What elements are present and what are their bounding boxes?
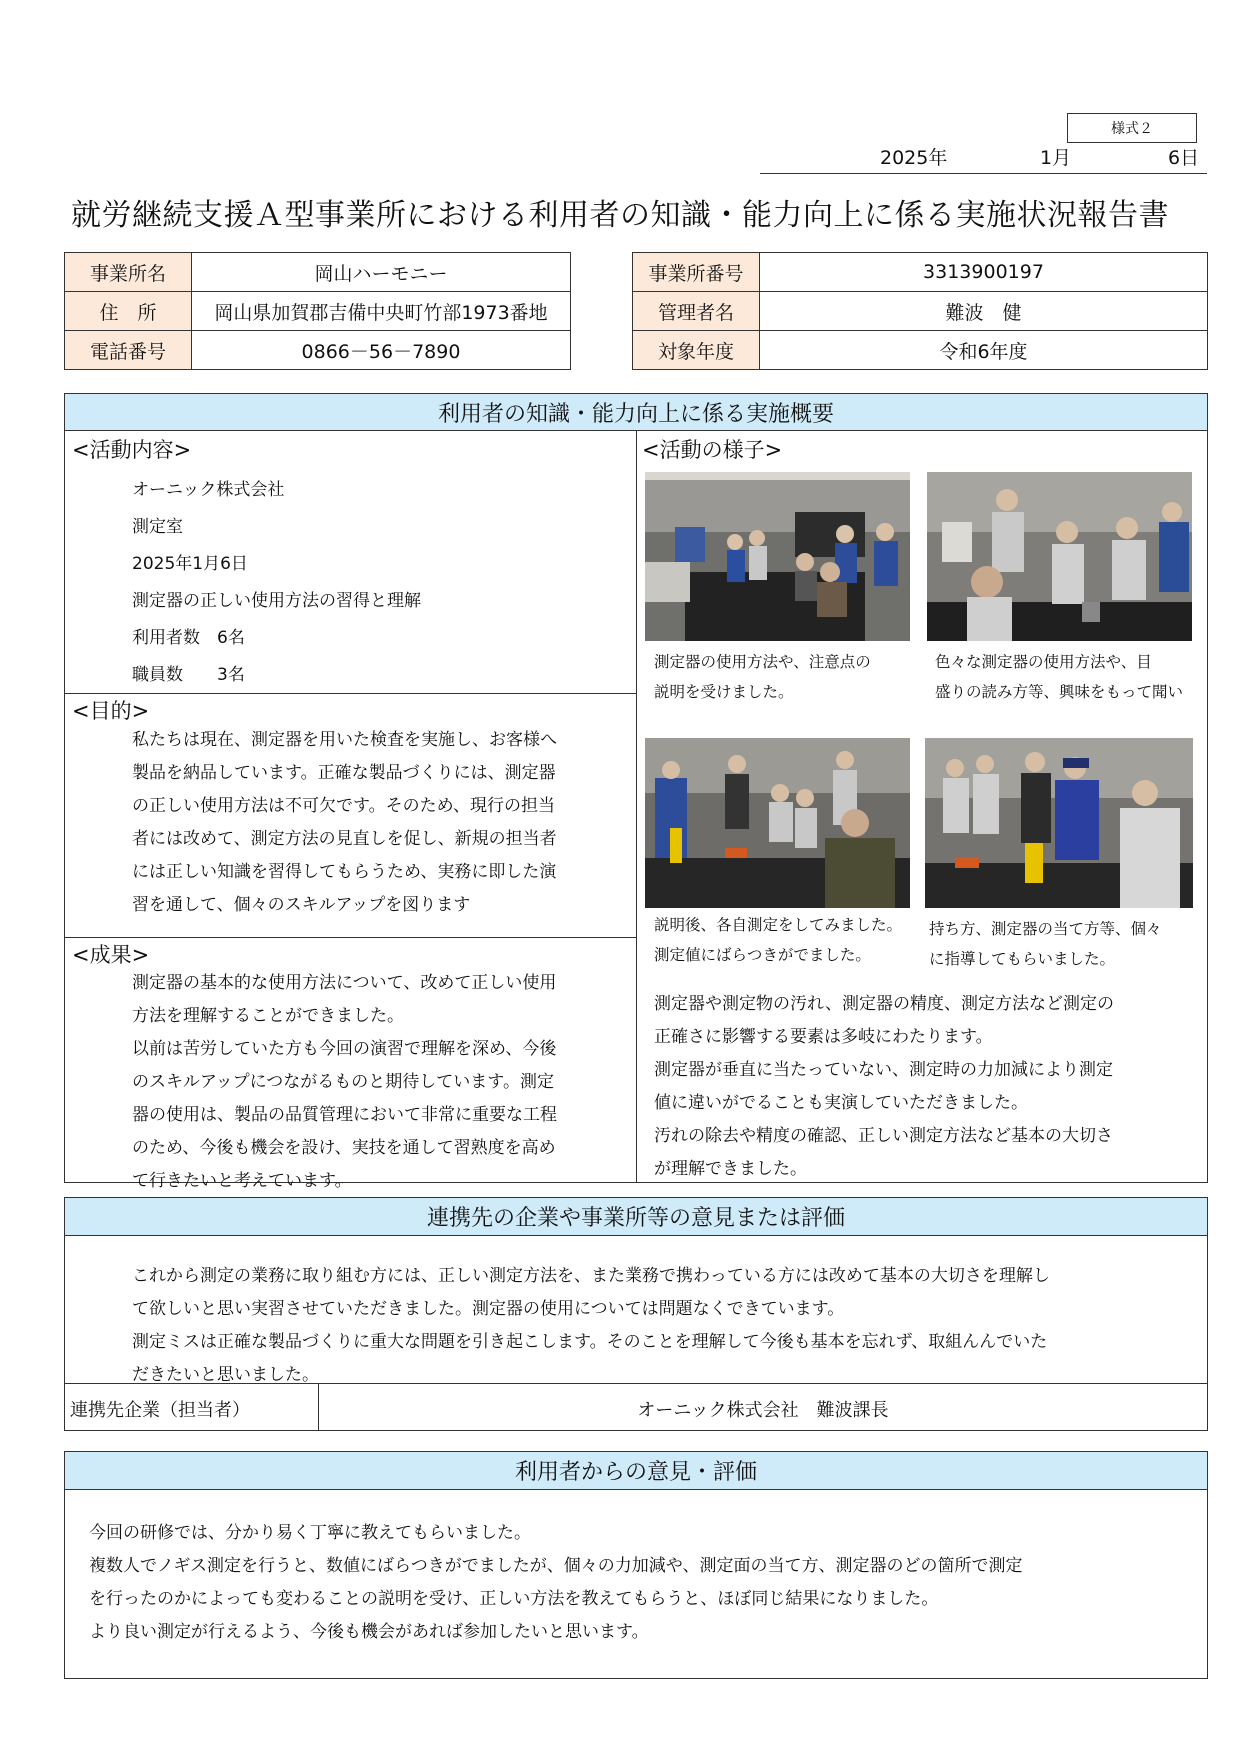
date-month: 1月 xyxy=(1040,147,1072,169)
result-text xyxy=(132,967,632,1198)
caption-line: に指導してもらいました。 xyxy=(929,950,1116,968)
result-line: 測定器の基本的な使用方法について、改めて正しい使用 xyxy=(132,973,557,993)
activity-place: 測定室 xyxy=(132,517,183,537)
result-divider xyxy=(64,937,636,938)
info-label: 事業所名 xyxy=(65,253,192,292)
purpose-label: <目的> xyxy=(72,699,150,723)
result-line: のスキルアップにつながるものと期待しています。測定 xyxy=(132,1072,554,1092)
user-opinion-header: 利用者からの意見・評価 xyxy=(65,1452,1207,1490)
caption-line: 持ち方、測定器の当て方等、個々 xyxy=(929,920,1162,938)
user-opinion-line: 今回の研修では、分かり易く丁寧に教えてもらいました。 xyxy=(89,1523,531,1543)
info-value: 令和6年度 xyxy=(760,331,1208,370)
overview-header: 利用者の知識・能力向上に係る実施概要 xyxy=(65,394,1207,431)
info-label: 電話番号 xyxy=(65,331,192,370)
scene-line: 値に違いがでることも実演していただきました。 xyxy=(654,1093,1028,1113)
scene-line: 測定器が垂直に当たっていない、測定時の力加減により測定 xyxy=(654,1060,1113,1080)
result-label: <成果> xyxy=(72,943,150,967)
activity-photo-3-image xyxy=(645,738,910,908)
date-year: 2025年 xyxy=(880,147,948,169)
facility-info-table xyxy=(64,252,571,370)
user-opinion-line: 複数人でノギス測定を行うと、数値にばらつきがでましたが、個々の力加減や、測定面の当て方、測定器のどの箇所で測定 xyxy=(89,1556,1023,1576)
activity-photo-1 xyxy=(645,472,910,641)
info-row xyxy=(65,253,571,292)
purpose-line: 習を通して、個々のスキルアップを図ります xyxy=(132,895,471,915)
partner-header: 連携先の企業や事業所等の意見または評価 xyxy=(65,1198,1207,1236)
purpose-line: 者には改めて、測定方法の見直しを促し、新規の担当者 xyxy=(132,829,557,849)
info-row xyxy=(65,331,571,370)
activity-company: オーニック株式会社 xyxy=(132,480,285,500)
contact-value: オーニック株式会社 難波課長 xyxy=(637,1400,889,1421)
info-row xyxy=(633,292,1208,331)
scene-label: <活動の様子> xyxy=(642,438,783,462)
info-value: 岡山ハーモニー xyxy=(192,253,571,292)
user-opinion-line: を行ったのかによっても変わることの説明を受け、正しい方法を教えてもらうと、ほぼ同じ結果になりました。 xyxy=(89,1589,939,1609)
activity-theme: 測定器の正しい使用方法の習得と理解 xyxy=(132,591,421,611)
scene-line: 測定器や測定物の汚れ、測定器の精度、測定方法など測定の xyxy=(654,994,1115,1014)
contact-divider xyxy=(64,1383,1208,1384)
info-value: 3313900197 xyxy=(760,253,1208,292)
photo-1-caption xyxy=(654,647,871,707)
scene-line: 汚れの除去や精度の確認、正しい測定方法など基本の大切さ xyxy=(654,1126,1113,1146)
info-value: 難波 健 xyxy=(760,292,1208,331)
purpose-divider xyxy=(64,693,636,694)
activity-staff: 職員数 3名 xyxy=(132,665,245,685)
form-number-text: 様式２ xyxy=(1111,121,1153,137)
activity-label: <活動内容> xyxy=(72,438,192,462)
scene-line: が理解できました。 xyxy=(654,1159,807,1179)
partner-line: だきたいと思いました。 xyxy=(132,1365,319,1385)
partner-line: 測定ミスは正確な製品づくりに重大な問題を引き起こします。そのことを理解して今後も基本を忘れず、取組んんでいた xyxy=(132,1332,1048,1352)
info-label: 事業所番号 xyxy=(633,253,760,292)
caption-line: 説明後、各自測定をしてみました。 xyxy=(654,916,903,934)
partner-text xyxy=(132,1260,1202,1392)
caption-line: 色々な測定器の使用方法や、目 xyxy=(935,653,1152,671)
scene-text xyxy=(654,988,1199,1186)
purpose-line: の正しい使用方法は不可欠です。そのため、現行の担当 xyxy=(132,796,555,816)
info-label: 住 所 xyxy=(65,292,192,331)
caption-line: 盛りの読み方等、興味をもって聞い xyxy=(935,683,1184,701)
form-number-tag xyxy=(1067,113,1197,143)
purpose-line: 私たちは現在、測定器を用いた検査を実施し、お客様へ xyxy=(132,730,557,750)
activity-date: 2025年1月6日 xyxy=(132,554,248,574)
partner-line: これから測定の業務に取り組む方には、正しい測定方法を、また業務で携わっている方には改めて基本の大切さを理解し xyxy=(132,1266,1050,1286)
activity-photo-1-image xyxy=(645,472,910,641)
info-value: 岡山県加賀郡吉備中央町竹部1973番地 xyxy=(192,292,571,331)
photo-4-caption xyxy=(929,914,1162,974)
contact-label: 連携先企業（担当者） xyxy=(70,1400,250,1421)
info-row xyxy=(633,253,1208,292)
activity-photo-3 xyxy=(645,738,910,908)
caption-line: 測定値にばらつきがでました。 xyxy=(654,946,871,964)
result-line: 方法を理解することができました。 xyxy=(132,1006,404,1026)
info-label: 管理者名 xyxy=(633,292,760,331)
result-line: 器の使用は、製品の品質管理において非常に重要な工程 xyxy=(132,1105,557,1125)
date-underline xyxy=(760,173,1207,174)
purpose-line: には正しい知識を習得してもらうため、実務に即した演 xyxy=(132,862,557,882)
info-label: 対象年度 xyxy=(633,331,760,370)
activity-photo-4-image xyxy=(925,738,1193,908)
partner-line: て欲しいと思い実習させていただきました。測定器の使用については問題なくできています。 xyxy=(132,1299,845,1319)
photo-2-caption xyxy=(935,647,1183,707)
scene-line: 正確さに影響する要素は多岐にわたります。 xyxy=(654,1027,993,1047)
info-value: 0866－56－7890 xyxy=(192,331,571,370)
user-opinion-text xyxy=(89,1517,1204,1649)
activity-photo-2-image xyxy=(927,472,1192,641)
result-line: 以前は苦労していた方も今回の演習で理解を深め、今後 xyxy=(132,1039,557,1059)
overview-divider xyxy=(636,430,637,1183)
result-line: のため、今後も機会を設け、実技を通して習熟度を高め xyxy=(132,1138,556,1158)
activity-photo-4 xyxy=(925,738,1193,908)
result-line: て行きたいと考えています。 xyxy=(132,1171,352,1191)
info-row xyxy=(633,331,1208,370)
purpose-line: 製品を納品しています。正確な製品づくりには、測定器 xyxy=(132,763,556,783)
document-title: 就労継続支援Ａ型事業所における利用者の知識・能力向上に係る実施状況報告書 xyxy=(71,198,1169,233)
facility-number-table xyxy=(632,252,1208,370)
info-row xyxy=(65,292,571,331)
caption-line: 説明を受けました。 xyxy=(654,683,794,701)
activity-users: 利用者数 6名 xyxy=(132,628,245,648)
activity-photo-2 xyxy=(927,472,1192,641)
caption-line: 測定器の使用方法や、注意点の xyxy=(654,653,871,671)
purpose-text xyxy=(132,724,632,922)
user-opinion-line: より良い測定が行えるよう、今後も機会があれば参加したいと思います。 xyxy=(89,1622,649,1642)
date-day: 6日 xyxy=(1168,147,1200,169)
photo-3-caption xyxy=(654,910,902,970)
